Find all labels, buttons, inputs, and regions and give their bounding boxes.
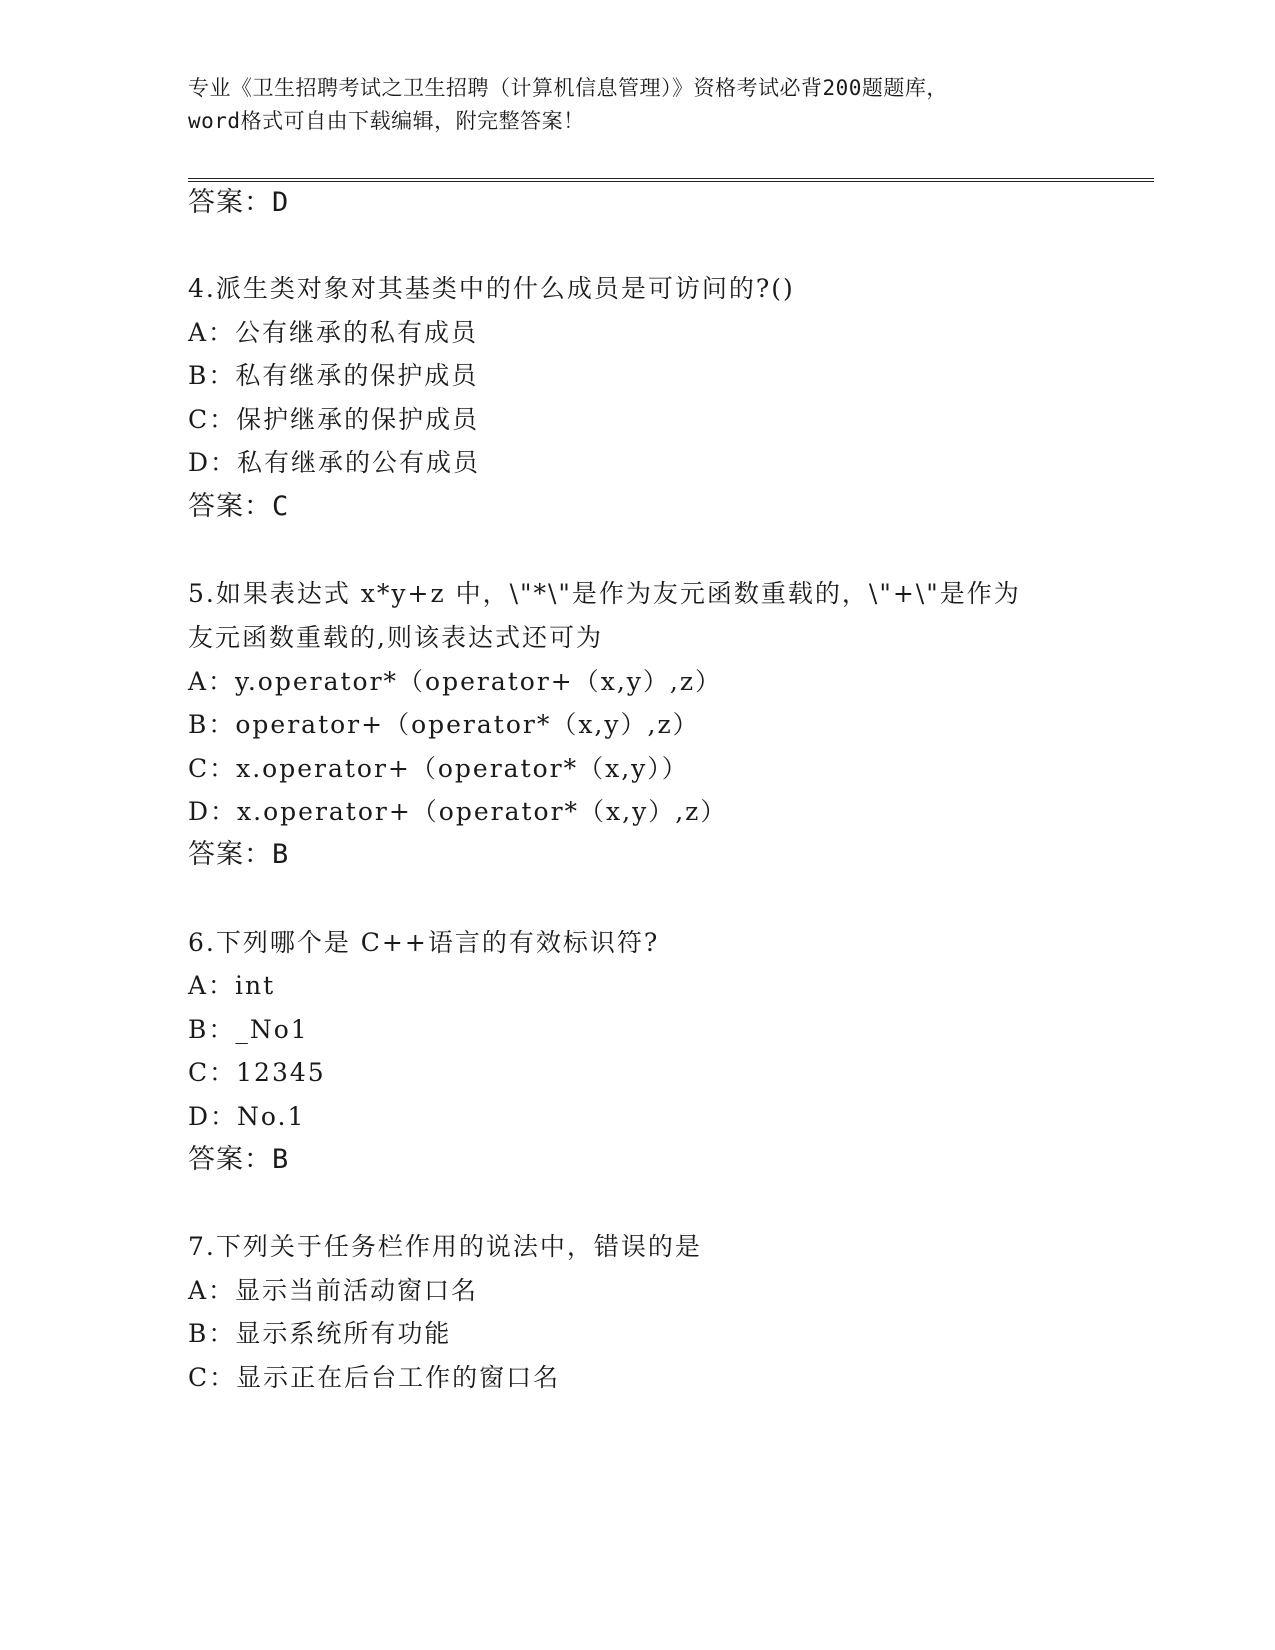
- answer-q6: [188, 1143, 289, 1177]
- answer-q3: [188, 186, 289, 220]
- q5-option-a: A：y.operator*（operator+（x,y）,z）: [188, 667, 723, 696]
- question-4: 4.派生类对象对其基类中的什么成员是可访问的?(): [188, 274, 795, 303]
- answer-label: 答案：: [188, 187, 272, 218]
- q4-option-a: A：公有继承的私有成员: [188, 318, 479, 347]
- answer-label: 答案：: [188, 491, 272, 522]
- q5-option-c: C：x.operator+（operator*（x,y））: [188, 754, 689, 783]
- q5-option-b: B：operator+（operator*（x,y）,z）: [188, 710, 700, 739]
- page-header: [188, 72, 1088, 138]
- answer-value: C: [272, 491, 290, 522]
- answer-value: D: [272, 187, 290, 218]
- q6-option-d: D：No.1: [188, 1102, 306, 1131]
- q4-option-c: C：保护继承的保护成员: [188, 405, 480, 434]
- question-7: 7.下列关于任务栏作用的说法中，错误的是: [188, 1232, 702, 1261]
- header-line-1: 专业《卫生招聘考试之卫生招聘（计算机信息管理）》资格考试必背200题题库，: [188, 76, 948, 100]
- answer-q4: [188, 490, 289, 524]
- answer-label: 答案：: [188, 839, 272, 870]
- q5-option-d: D：x.operator+（operator*（x,y）,z）: [188, 797, 728, 826]
- q4-option-b: B：私有继承的保护成员: [188, 361, 479, 390]
- answer-value: B: [272, 839, 290, 870]
- answer-q5: [188, 838, 289, 872]
- q6-option-c: C：12345: [188, 1058, 326, 1087]
- q7-option-b: B：显示系统所有功能: [188, 1319, 452, 1348]
- header-divider: [188, 178, 1154, 182]
- header-line-2: word格式可自由下载编辑，附完整答案！: [188, 109, 585, 133]
- q4-option-d: D：私有继承的公有成员: [188, 448, 481, 477]
- answer-label: 答案：: [188, 1144, 272, 1175]
- question-5-line-2: 友元函数重载的,则该表达式还可为: [188, 623, 603, 652]
- q7-option-a: A：显示当前活动窗口名: [188, 1276, 479, 1305]
- q7-option-c: C：显示正在后台工作的窗口名: [188, 1363, 561, 1392]
- answer-value: B: [272, 1144, 290, 1175]
- q6-option-a: A：int: [188, 971, 276, 1000]
- question-5-line-1: 5.如果表达式 x*y+z 中，\"*\"是作为友元函数重载的，\"+\"是作为: [188, 579, 1021, 608]
- q6-option-b: B：_No1: [188, 1015, 309, 1044]
- question-6: 6.下列哪个是 C++语言的有效标识符?: [188, 928, 660, 957]
